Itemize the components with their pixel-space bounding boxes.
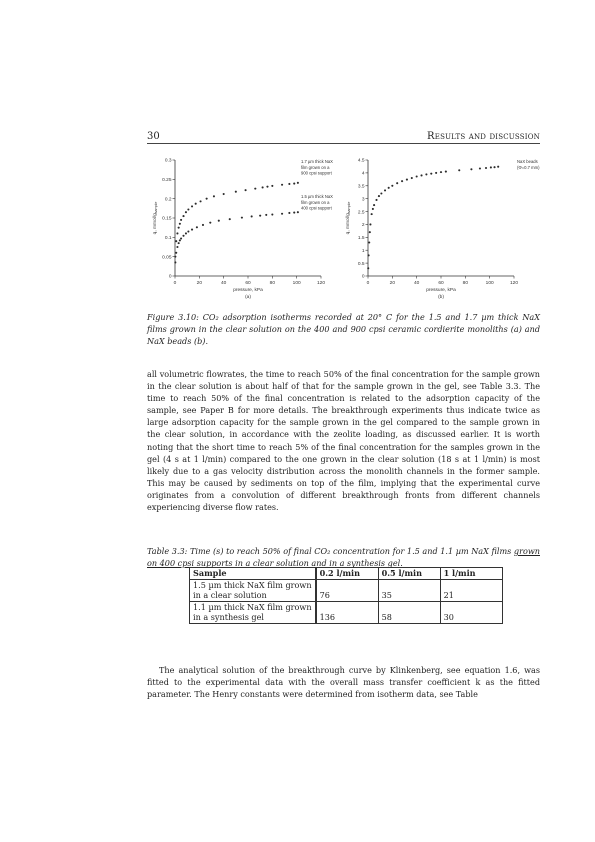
data-point	[180, 237, 182, 239]
data-point	[378, 195, 380, 197]
data-point	[180, 219, 182, 221]
data-point	[262, 186, 264, 188]
data-point	[187, 208, 189, 210]
data-point	[174, 261, 176, 263]
y-tick-label: 2.5	[357, 210, 365, 216]
series-annotation: film grown on a	[301, 164, 330, 170]
series-annotation: 400 cpsi support	[301, 205, 332, 211]
data-point	[213, 195, 215, 197]
x-tick-label: 40	[413, 281, 420, 286]
data-point	[182, 215, 184, 217]
x-tick-label: 20	[389, 281, 396, 286]
data-point	[440, 171, 442, 173]
data-point	[420, 174, 422, 176]
x-tick-label: 100	[485, 281, 494, 286]
data-point	[297, 211, 299, 213]
data-point	[187, 230, 189, 232]
x-tick-label: 0	[366, 281, 370, 286]
data-point	[430, 173, 432, 175]
data-point	[196, 226, 198, 228]
y-axis-label: q, mmol/$g_{sample}$	[346, 201, 351, 235]
series-annotation: 1.7 µm thick NaX	[301, 159, 333, 164]
data-point	[293, 183, 295, 185]
data-point	[179, 239, 181, 241]
body-paragraph-2: The analytical solution of the breakthrough curve by Klinkenberg, see equation 1.6, was fitted to the experimental data with the overall mass transfer coefficient k as the fitted parameter. The Henry constants were determined from isotherm data, see Table	[147, 665, 540, 700]
x-tick-label: 0	[173, 281, 177, 286]
y-axis-label-subscript: sample	[154, 201, 158, 214]
results-table	[189, 567, 503, 624]
series-annotation: (Φ=0.7 mm)	[517, 164, 540, 170]
y-tick-label: 1	[361, 248, 365, 254]
data-point	[293, 212, 295, 214]
series-annotation: NaX beads	[517, 159, 538, 164]
x-tick-label: 120	[316, 281, 326, 286]
x-tick-label: 80	[269, 281, 276, 286]
x-tick-label: 120	[509, 281, 519, 286]
y-tick-label: 0	[168, 274, 172, 280]
y-tick-label: 2	[361, 223, 365, 229]
sample-cell	[190, 601, 316, 623]
data-point	[245, 189, 247, 191]
y-tick-label: 1.5	[357, 236, 365, 242]
y-tick-label: 0.25	[162, 178, 172, 184]
data-point	[384, 189, 386, 191]
table-header-row	[190, 568, 503, 580]
data-point	[235, 191, 237, 193]
data-point	[445, 171, 447, 173]
series-annotation: 1.5 µm thick NaX	[301, 194, 333, 199]
col-header-0-5: 0.5 l/min	[378, 568, 440, 580]
series-annotation: film grown on a	[301, 199, 330, 205]
sample-line2: in a clear solution	[193, 590, 267, 600]
page-number: 30	[147, 131, 160, 142]
x-tick-label: 60	[245, 281, 251, 286]
data-point	[416, 175, 418, 177]
x-tick-label: 40	[220, 281, 227, 286]
data-point	[490, 166, 492, 168]
data-point	[271, 185, 273, 187]
series-annotation: 900 cpsi support	[301, 170, 332, 176]
panel-label: (a)	[245, 295, 251, 300]
x-tick-label: 20	[196, 281, 203, 286]
y-tick-label: 0.5	[357, 261, 365, 267]
data-point	[372, 208, 374, 210]
data-point	[425, 173, 427, 175]
y-axis-label-subscript: sample	[347, 201, 351, 214]
table-row	[190, 579, 503, 601]
data-point	[411, 177, 413, 179]
sample-line1: 1.1 µm thick NaX film grown	[193, 601, 312, 612]
y-tick-label: 0.1	[164, 236, 172, 242]
data-point	[485, 167, 487, 169]
figure-caption: Figure 3.10: CO₂ adsorption isotherms recorded at 20° C for the 1.5 and 1.7 µm thick NaX films grown in the clear solution on the 400 and 900 cpsi ceramic cordierite monoliths (a) and NaX beads (b).	[147, 312, 540, 346]
value-cell: 21	[440, 579, 502, 601]
data-point	[266, 186, 268, 188]
data-point	[218, 220, 220, 222]
isotherm-plots	[147, 152, 540, 304]
data-point	[388, 187, 390, 189]
data-point	[178, 242, 180, 244]
data-point	[179, 223, 181, 225]
y-tick-label: 0.3	[164, 158, 172, 164]
data-point	[176, 232, 178, 234]
data-point	[288, 183, 290, 185]
y-tick-label: 3.5	[357, 184, 365, 190]
data-point	[209, 222, 211, 224]
data-point	[265, 214, 267, 216]
data-point	[271, 213, 273, 215]
data-point	[195, 203, 197, 205]
data-point	[241, 217, 243, 219]
data-point	[176, 246, 178, 248]
data-point	[391, 185, 393, 187]
data-point	[229, 218, 231, 220]
table-caption-line2: grown on 400 cpsi supports in a clear solution and in a synthesis gel.	[147, 546, 540, 568]
figure-3-10	[147, 152, 540, 304]
data-point	[251, 215, 253, 217]
data-point	[371, 213, 373, 215]
data-point	[458, 169, 460, 171]
data-point	[373, 204, 375, 206]
y-axis-label: q, mmol/$g_{sample}$	[153, 201, 158, 235]
data-point	[368, 254, 370, 256]
data-point	[401, 180, 403, 182]
data-point	[493, 166, 495, 168]
y-tick-label: 4	[361, 171, 365, 177]
value-cell: 58	[378, 601, 440, 623]
data-point	[406, 179, 408, 181]
y-tick-label: 4.5	[357, 158, 365, 164]
data-point	[200, 200, 202, 202]
sample-line2: in a synthesis gel	[193, 612, 264, 622]
table-caption-line1: Table 3.3: Time (s) to reach 50% of final CO₂ concentration for 1.5 and 1.1 µm NaX films	[147, 546, 514, 556]
data-point	[479, 167, 481, 169]
data-point	[175, 240, 177, 242]
data-point	[223, 193, 225, 195]
x-tick-label: 60	[438, 281, 444, 286]
data-point	[191, 229, 193, 231]
data-point	[396, 182, 398, 184]
x-axis-label: pressure, kPa	[426, 288, 456, 293]
value-cell: 76	[316, 579, 379, 601]
data-point	[206, 198, 208, 200]
data-point	[281, 213, 283, 215]
x-tick-label: 100	[292, 281, 301, 286]
data-point	[178, 227, 180, 229]
data-point	[185, 211, 187, 213]
data-point	[254, 188, 256, 190]
running-header	[147, 128, 540, 144]
x-tick-label: 80	[462, 281, 469, 286]
y-tick-label: 0.15	[162, 216, 172, 222]
col-header-0-2: 0.2 l/min	[316, 568, 379, 580]
data-point	[182, 235, 184, 237]
data-point	[380, 192, 382, 194]
data-point	[368, 241, 370, 243]
data-point	[281, 184, 283, 186]
table-row	[190, 601, 503, 623]
value-cell: 136	[316, 601, 379, 623]
y-tick-label: 0.2	[164, 197, 172, 203]
y-tick-label: 3	[361, 197, 365, 203]
data-point	[185, 232, 187, 234]
col-header-1: 1 l/min	[440, 568, 502, 580]
data-point	[497, 166, 499, 168]
sample-cell	[190, 579, 316, 601]
data-point	[288, 212, 290, 214]
running-title: Results and discussion	[427, 131, 540, 142]
value-cell: 35	[378, 579, 440, 601]
panel-label: (b)	[438, 295, 444, 300]
data-point	[435, 172, 437, 174]
data-point	[175, 252, 177, 254]
col-header-sample: Sample	[190, 568, 316, 580]
data-point	[369, 223, 371, 225]
data-point	[367, 267, 369, 269]
data-point	[375, 199, 377, 201]
data-point	[297, 182, 299, 184]
x-axis-label: pressure, kPa	[233, 288, 263, 293]
y-tick-label: 0	[361, 274, 365, 280]
table-caption	[147, 545, 540, 569]
data-point	[191, 205, 193, 207]
data-point	[470, 168, 472, 170]
data-point	[259, 215, 261, 217]
data-point	[369, 231, 371, 233]
data-point	[174, 256, 176, 258]
body-paragraph-1: all volumetric flowrates, the time to reach 50% of the final concentration for the sample grown in the clear solution is about half of that for the sample grown in the gel, see Table 3.3. The time to reach 50% of the final concentration is related to the adsorption capacity of the sample, see Paper B for more details. The breakthrough experiments thus indicate twice as large adsorption capacity for the sample grown in the gel compared to the sample grown in the clear solution, in accordance with the zeolite loading, as discussed earlier. It is worth noting that the short time to reach 5% of the final concentration for the samples grown in the gel (4 s at 1 l/min) compared to the one grown in the clear solution (18 s at 1 l/min) is most likely due to a gas velocity distribution across the monolith channels in the former sample. This may be caused by sediments on top of the film, implying that the experimental curve originates from a convolution of different breakthrough fronts from different channels experiencing diverse flow rates.	[147, 369, 540, 513]
y-tick-label: 0.05	[162, 255, 172, 261]
data-point	[202, 224, 204, 226]
value-cell: 30	[440, 601, 502, 623]
sample-line1: 1.5 µm thick NaX film grown	[193, 579, 312, 590]
